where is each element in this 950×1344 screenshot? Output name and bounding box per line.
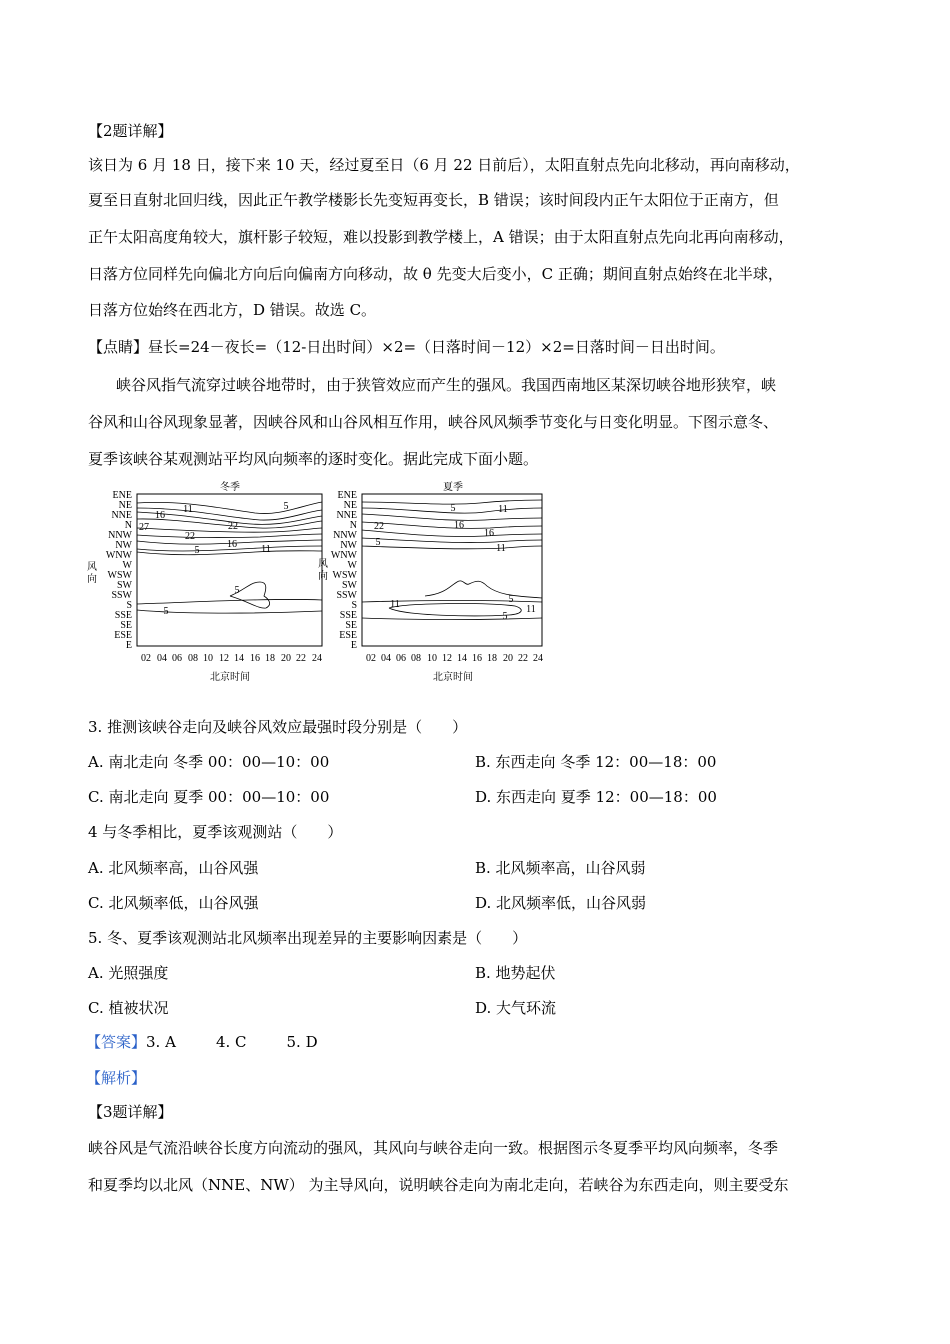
winter-dir-NE: NE bbox=[118, 500, 132, 511]
winter-label-16b: 16 bbox=[227, 539, 237, 550]
analysis-tag: 【解析】 bbox=[86, 1069, 147, 1087]
summer-contour-labels bbox=[374, 503, 536, 622]
answer-5: 5. D bbox=[286, 1033, 318, 1051]
winter-y-label-2: 向 bbox=[87, 574, 97, 585]
summer-hour-20: 20 bbox=[503, 653, 513, 664]
q2-line-5: 日落方位始终在西北方，D 错误。故选 C。 bbox=[88, 301, 377, 319]
winter-label-11b: 11 bbox=[261, 544, 271, 555]
winter-hour-02: 02 bbox=[141, 653, 151, 664]
answer-3: 3. A bbox=[146, 1033, 176, 1051]
winter-dir-SSE: SSE bbox=[114, 610, 132, 621]
answer-line bbox=[86, 1032, 318, 1052]
q3-option-a[interactable]: A. 南北走向 冬季 00：00—10：00 bbox=[88, 753, 330, 771]
q3-option-d[interactable]: D. 东西走向 夏季 12：00—18：00 bbox=[475, 788, 717, 806]
winter-label-22b: 22 bbox=[185, 531, 195, 542]
winter-dir-ESE: ESE bbox=[114, 630, 132, 641]
winter-label-27: 27 bbox=[139, 522, 149, 533]
q5-option-a[interactable]: A. 光照强度 bbox=[88, 964, 169, 982]
winter-label-5a: 5 bbox=[283, 501, 289, 512]
q2-tip: 【点睛】昼长=24－夜长=（12-日出时间）×2=（日落时间－12）×2=日落时间－日出时间。 bbox=[88, 338, 725, 356]
winter-dir-WNW: WNW bbox=[105, 550, 132, 561]
summer-hour-24: 24 bbox=[533, 653, 543, 664]
intro-line-1: 峡谷风指气流穿过峡谷地带时，由于狭管效应而产生的强风。我国西南地区某深切峡谷地形狭窄，峡 bbox=[116, 376, 777, 394]
winter-x-ticks bbox=[141, 653, 322, 664]
winter-y-label-1: 风 bbox=[87, 562, 97, 573]
q3-line-1: 峡谷风是气流沿峡谷长度方向流动的强风，其风向与峡谷走向一致。根据图示冬夏季平均风向频率，冬季 bbox=[88, 1139, 779, 1157]
winter-dir-NW: NW bbox=[115, 540, 132, 551]
q2-line-2: 夏至日直射北回归线，因此正午教学楼影长先变短再变长，B 错误；该时间段内正午太阳位于正南方，但 bbox=[88, 191, 779, 209]
winter-chart-title: 冬季 bbox=[220, 482, 240, 493]
summer-label-11b: 11 bbox=[496, 543, 506, 554]
q5-option-b[interactable]: B. 地势起伏 bbox=[475, 964, 556, 982]
q2-line-3: 正午太阳高度角较大，旗杆影子较短，难以投影到教学楼上，A 错误；由于太阳直射点先向北再向南移动， bbox=[88, 228, 794, 246]
q5-option-d[interactable]: D. 大气环流 bbox=[475, 999, 557, 1017]
question-4-stem: 4 与冬季相比，夏季该观测站（ ） bbox=[88, 823, 343, 841]
winter-dir-SW: SW bbox=[117, 580, 132, 591]
summer-dir-SW: SW bbox=[342, 580, 357, 591]
winter-x-label: 北京时间 bbox=[210, 672, 250, 683]
winter-y-ticks bbox=[106, 490, 133, 651]
summer-hour-12: 12 bbox=[442, 653, 452, 664]
summer-hour-02: 02 bbox=[366, 653, 376, 664]
summer-dir-NNW: NNW bbox=[333, 530, 357, 541]
summer-dir-WSW: WSW bbox=[332, 570, 357, 581]
answer-tag: 【答案】 bbox=[86, 1033, 147, 1051]
summer-label-22: 22 bbox=[374, 521, 384, 532]
summer-x-ticks bbox=[366, 653, 543, 664]
summer-dir-N: N bbox=[349, 520, 357, 531]
summer-hour-22: 22 bbox=[518, 653, 528, 664]
summer-dir-NW: NW bbox=[340, 540, 357, 551]
winter-dir-W: W bbox=[122, 560, 132, 571]
q4-option-c[interactable]: C. 北风频率低，山谷风强 bbox=[88, 894, 259, 912]
summer-y-label-2: 向 bbox=[318, 571, 328, 582]
summer-label-5b: 5 bbox=[375, 537, 381, 548]
winter-label-11: 11 bbox=[183, 504, 193, 515]
q5-option-c[interactable]: C. 植被状况 bbox=[88, 999, 169, 1017]
winter-dir-NNW: NNW bbox=[108, 530, 132, 541]
winter-dir-S: S bbox=[126, 600, 132, 611]
q2-line-1: 该日为 6 月 18 日，接下来 10 天，经过夏至日（6 月 22 日前后），太阳直射点先向北移动，再向南移动， bbox=[88, 156, 800, 174]
summer-contours bbox=[362, 500, 542, 620]
summer-label-11c: 11 bbox=[390, 599, 400, 610]
winter-dir-ENE: ENE bbox=[112, 490, 132, 501]
summer-y-label-1: 风 bbox=[318, 559, 328, 570]
summer-hour-06: 06 bbox=[396, 653, 406, 664]
q4-option-d[interactable]: D. 北风频率低，山谷风弱 bbox=[475, 894, 647, 912]
winter-hour-10: 10 bbox=[203, 653, 213, 664]
summer-hour-10: 10 bbox=[427, 653, 437, 664]
summer-chart-title: 夏季 bbox=[443, 482, 463, 493]
summer-dir-NE: NE bbox=[343, 500, 357, 511]
winter-dir-NNE: NNE bbox=[111, 510, 132, 521]
winter-label-5b: 5 bbox=[194, 545, 200, 556]
winter-hour-04: 04 bbox=[157, 653, 167, 664]
winter-hour-06: 06 bbox=[172, 653, 182, 664]
summer-label-16b: 16 bbox=[484, 528, 494, 539]
winter-dir-WSW: WSW bbox=[107, 570, 132, 581]
winter-label-22a: 22 bbox=[228, 521, 238, 532]
winter-hour-12: 12 bbox=[219, 653, 229, 664]
summer-dir-NNE: NNE bbox=[336, 510, 357, 521]
summer-hour-18: 18 bbox=[487, 653, 497, 664]
q3-line-2: 和夏季均以北风（NNE、NW） 为主导风向，说明峡谷走向为南北走向，若峡谷为东西走向，则主要受东 bbox=[88, 1176, 789, 1194]
q4-option-b[interactable]: B. 北风频率高，山谷风弱 bbox=[475, 859, 646, 877]
summer-y-ticks bbox=[331, 490, 358, 651]
winter-wind-chart bbox=[80, 478, 330, 688]
summer-label-5a: 5 bbox=[450, 503, 456, 514]
winter-hour-24: 24 bbox=[312, 653, 322, 664]
q2-line-4: 日落方位同样先向偏北方向后向偏南方向移动，故 θ 先变大后变小，C 正确；期间直射点始终在北半球， bbox=[88, 265, 783, 283]
q4-option-a[interactable]: A. 北风频率高，山谷风强 bbox=[88, 859, 259, 877]
summer-label-5c: 5 bbox=[508, 594, 514, 605]
summer-dir-E: E bbox=[350, 640, 357, 651]
summer-dir-ESE: ESE bbox=[339, 630, 357, 641]
winter-hour-18: 18 bbox=[265, 653, 275, 664]
winter-hour-22: 22 bbox=[296, 653, 306, 664]
summer-label-16a: 16 bbox=[454, 520, 464, 531]
winter-label-5d: 5 bbox=[163, 606, 169, 617]
summer-label-5d: 5 bbox=[502, 611, 508, 622]
summer-dir-W: W bbox=[347, 560, 357, 571]
summer-label-11d: 11 bbox=[526, 604, 536, 615]
intro-line-2: 谷风和山谷风现象显著，因峡谷风和山谷风相互作用，峡谷风风频季节变化与日变化明显。下图示意冬、 bbox=[88, 413, 779, 431]
q3-header: 【3题详解】 bbox=[88, 1103, 173, 1121]
summer-dir-SE: SE bbox=[345, 620, 357, 631]
winter-dir-N: N bbox=[124, 520, 132, 531]
summer-hour-04: 04 bbox=[381, 653, 391, 664]
winter-hour-14: 14 bbox=[234, 653, 244, 664]
answer-4: 4. C bbox=[215, 1033, 247, 1051]
summer-x-label: 北京时间 bbox=[433, 672, 473, 683]
winter-label-5c: 5 bbox=[234, 585, 240, 596]
intro-line-3: 夏季该峡谷某观测站平均风向频率的逐时变化。据此完成下面小题。 bbox=[88, 450, 539, 468]
summer-wind-chart bbox=[305, 478, 555, 688]
summer-hour-14: 14 bbox=[457, 653, 467, 664]
summer-hour-08: 08 bbox=[411, 653, 421, 664]
summer-dir-WNW: WNW bbox=[330, 550, 357, 561]
summer-dir-SSE: SSE bbox=[339, 610, 357, 621]
q3-option-c[interactable]: C. 南北走向 夏季 00：00—10：00 bbox=[88, 788, 330, 806]
summer-hour-16: 16 bbox=[472, 653, 482, 664]
summer-label-11a: 11 bbox=[498, 504, 508, 515]
winter-hour-08: 08 bbox=[188, 653, 198, 664]
winter-dir-SE: SE bbox=[120, 620, 132, 631]
winter-dir-E: E bbox=[125, 640, 132, 651]
q2-header: 【2题详解】 bbox=[88, 122, 173, 140]
winter-label-16: 16 bbox=[155, 510, 165, 521]
summer-dir-SSW: SSW bbox=[336, 590, 357, 601]
winter-dir-SSW: SSW bbox=[111, 590, 132, 601]
q3-option-b[interactable]: B. 东西走向 冬季 12：00—18：00 bbox=[475, 753, 717, 771]
question-5-stem: 5. 冬、夏季该观测站北风频率出现差异的主要影响因素是（ ） bbox=[88, 929, 528, 947]
question-3-stem: 3. 推测该峡谷走向及峡谷风效应最强时段分别是（ ） bbox=[88, 718, 468, 736]
summer-dir-ENE: ENE bbox=[337, 490, 357, 501]
winter-hour-16: 16 bbox=[250, 653, 260, 664]
summer-dir-S: S bbox=[351, 600, 357, 611]
winter-hour-20: 20 bbox=[281, 653, 291, 664]
